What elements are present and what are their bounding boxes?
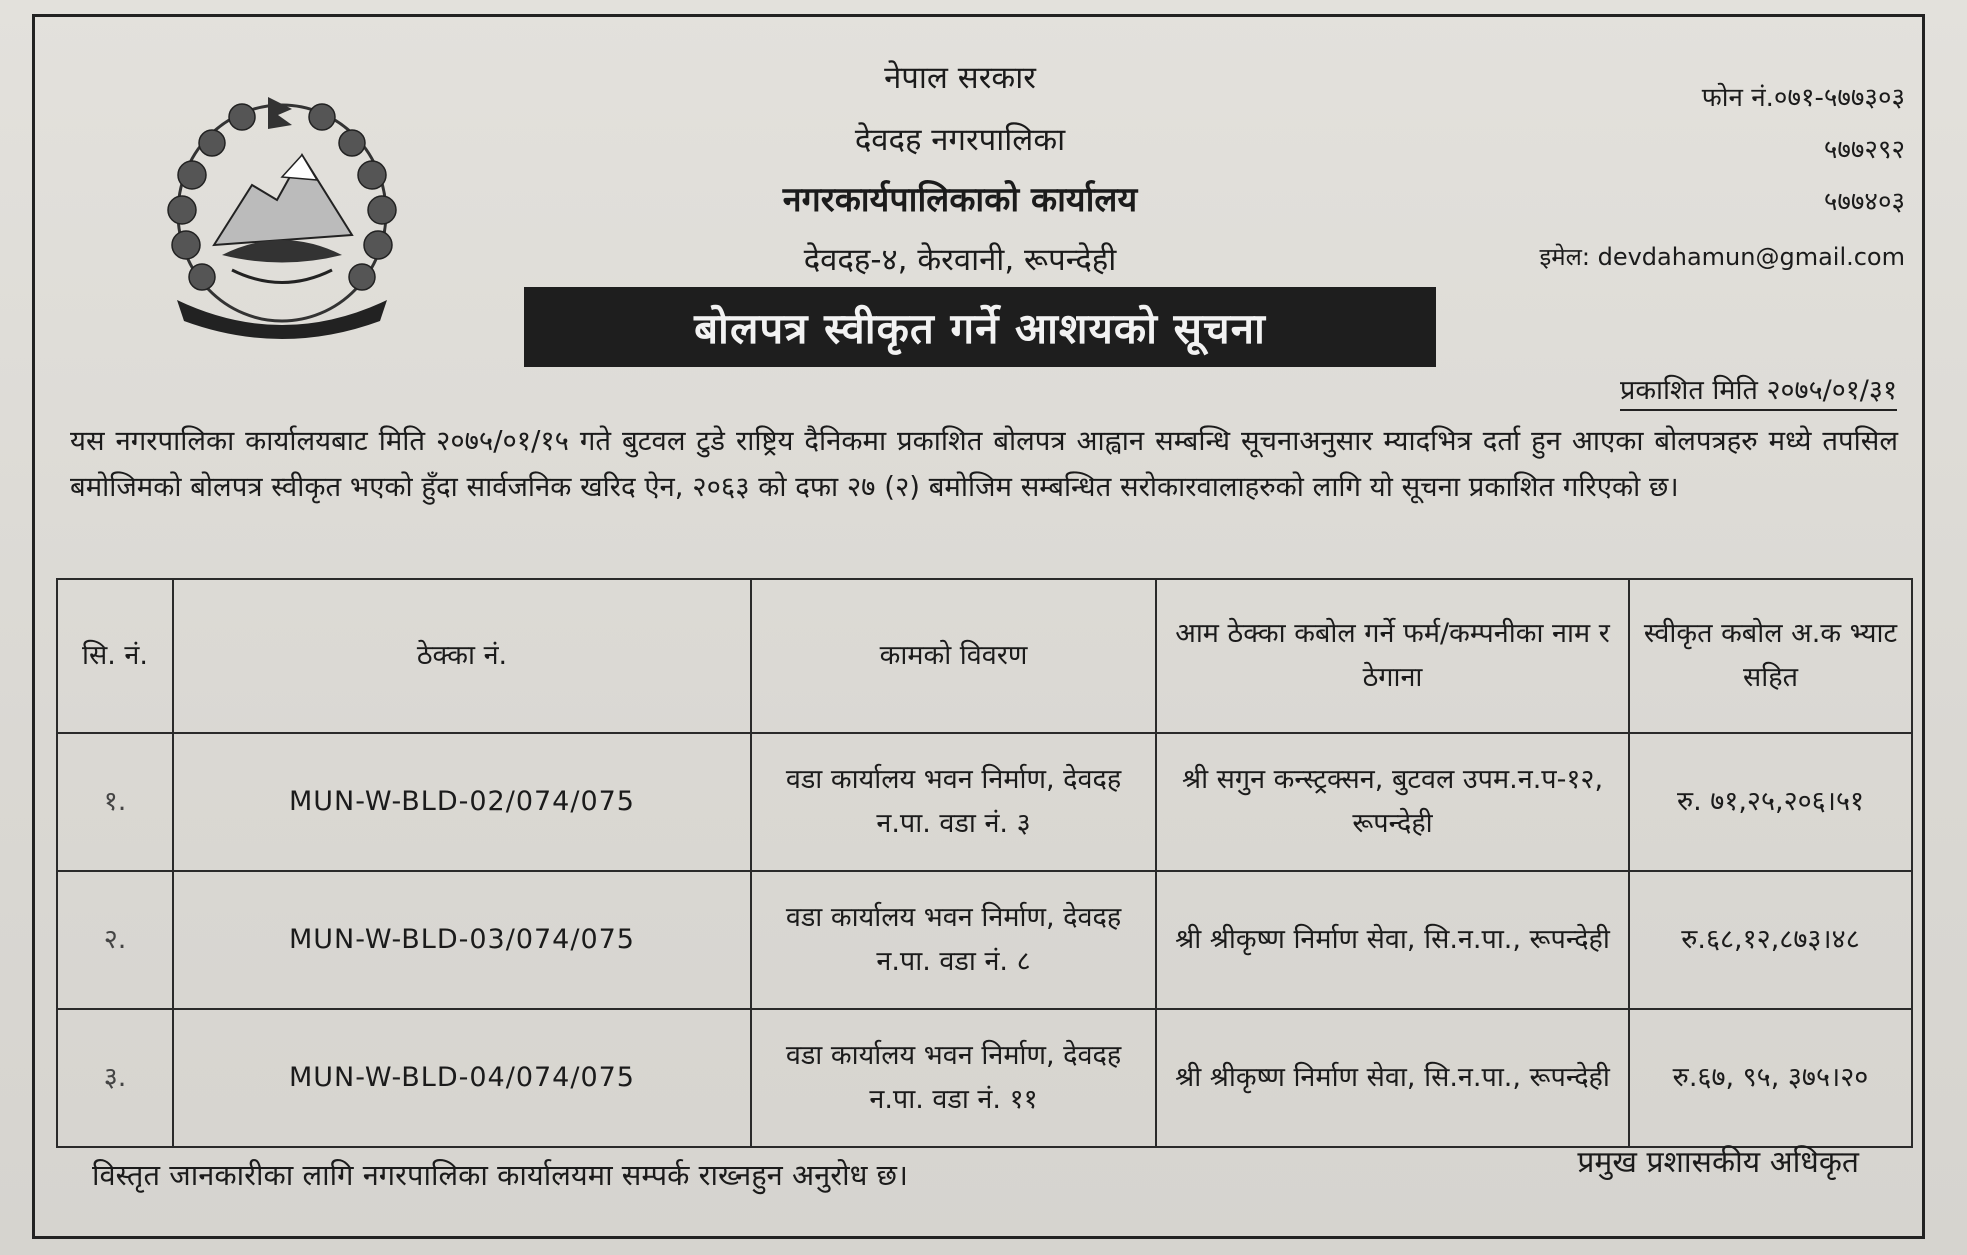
row-sn: १. (57, 733, 173, 871)
row-firm: श्री सगुन कन्स्ट्रक्सन, बुटवल उपम.न.प-१२, रूपन्देही (1156, 733, 1629, 871)
row-amount: रु. ७१,२५,२०६।५१ (1629, 733, 1912, 871)
col-header-work: कामको विवरण (751, 579, 1156, 733)
table-row (57, 733, 1912, 871)
header-office: नगरकार्यपालिकाको कार्यालय (782, 180, 1138, 220)
row-contract-no: MUN-W-BLD-03/074/075 (173, 871, 751, 1009)
header-municipality: देवदह नगरपालिका (854, 122, 1066, 158)
row-firm: श्री श्रीकृष्ण निर्माण सेवा, सि.न.पा., रूपन्देही (1156, 871, 1629, 1009)
table-header-row (57, 579, 1912, 733)
row-work: वडा कार्यालय भवन निर्माण, देवदह न.पा. वडा नं. ३ (751, 733, 1156, 871)
col-header-sn: सि. नं. (57, 579, 173, 733)
approved-bids-table (56, 578, 1913, 1148)
col-header-firm: आम ठेक्का कबोल गर्ने फर्म/कम्पनीका नाम र ठेगाना (1156, 579, 1629, 733)
col-header-amount: स्वीकृत कबोल अ.क भ्याट सहित (1629, 579, 1912, 733)
contact-phone-2: ५७७२९२ (1823, 135, 1905, 165)
row-amount: रु.६८,१२,८७३।४८ (1629, 871, 1912, 1009)
header-government: नेपाल सरकार (884, 60, 1036, 96)
row-firm: श्री श्रीकृष्ण निर्माण सेवा, सि.न.पा., रूपन्देही (1156, 1009, 1629, 1147)
row-amount: रु.६७, ९५, ३७५।२० (1629, 1009, 1912, 1147)
row-contract-no: MUN-W-BLD-04/074/075 (173, 1009, 751, 1147)
row-work: वडा कार्यालय भवन निर्माण, देवदह न.पा. वडा नं. ८ (751, 871, 1156, 1009)
footer-contact-note: विस्तृत जानकारीका लागि नगरपालिका कार्यालयमा सम्पर्क राख्नहुन अनुरोध छ। (92, 1158, 908, 1192)
contact-email: इमेल: devdahamun@gmail.com (1539, 243, 1905, 271)
footer-signatory: प्रमुख प्रशासकीय अधिकृत (1577, 1145, 1859, 1180)
contact-phone-3: ५७७४०३ (1823, 187, 1905, 217)
header-address: देवदह-४, केरवानी, रूपन्देही (803, 242, 1117, 278)
row-work: वडा कार्यालय भवन निर्माण, देवदह न.पा. वडा नं. ११ (751, 1009, 1156, 1147)
notice-body: यस नगरपालिका कार्यालयबाट मिति २०७५/०१/१५ गते बुटवल टुडे राष्ट्रिय दैनिकमा प्रकाशित बोलपत्र आह्वान सम्बन्धि सूचनाअनुसार म्यादभित्र दर्ता हुन आएका बोलपत्रहरु मध्ये तपसिल बमोजिमको बोलपत्र स्वीकृत भएको हुँदा सार्वजनिक खरिद ऐन, २०६३ को दफा २७ (२) बमोजिम सम्बन्धित सरोकारवालाहरुको लागि यो सूचना प्रकाशित गरिएको छ। (70, 425, 1898, 503)
row-contract-no: MUN-W-BLD-02/074/075 (173, 733, 751, 871)
published-date: प्रकाशित मिति २०७५/०१/३१ (1620, 370, 1897, 411)
notice-title-banner: बोलपत्र स्वीकृत गर्ने आशयको सूचना (524, 287, 1436, 367)
table-row (57, 1009, 1912, 1147)
nepal-government-emblem-icon (152, 95, 412, 345)
row-sn: २. (57, 871, 173, 1009)
contact-phone-1: फोन नं.०७१-५७७३०३ (1701, 83, 1905, 113)
row-sn: ३. (57, 1009, 173, 1147)
table-row (57, 871, 1912, 1009)
col-header-contract: ठेक्का नं. (173, 579, 751, 733)
